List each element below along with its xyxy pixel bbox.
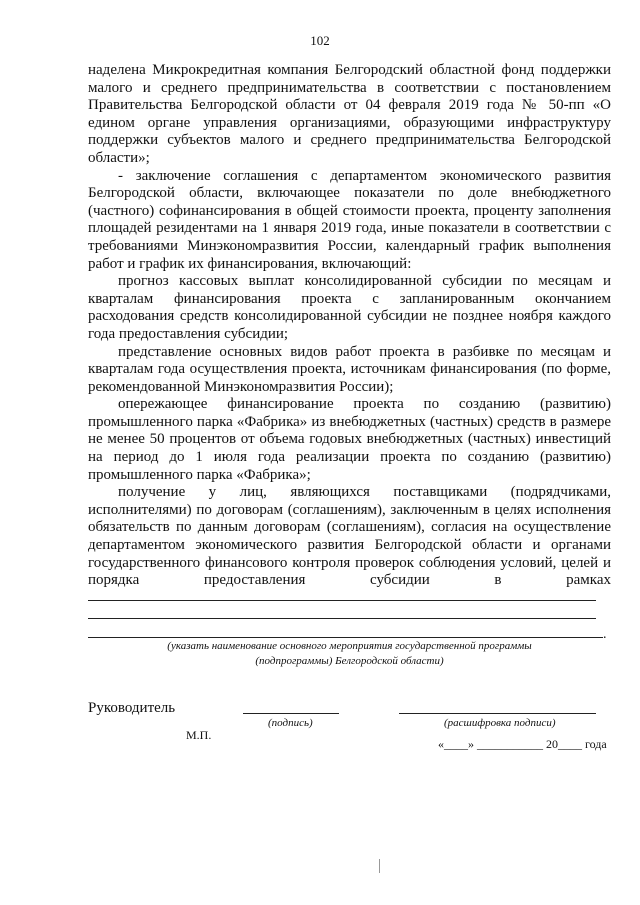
blank-line-1	[88, 600, 596, 601]
paragraph-agreement: - заключение соглашения с департаментом экономического развития Белгородской области, включающее показатели по доле внебюджетного (частного) софинансирования в общей стоимости проекта, проценту заполнения площадей резидентами на 1 января 2019 года, иные показатели в соответствии с требованиями Минэкономразвития России, календарный график выполнения работ и график их финансирования, включающий:	[88, 167, 611, 272]
paragraph-advance-financing: опережающее финансирование проекта по созданию (развитию) промышленного парка «Фабрика» из внебюджетных (частных) средств в размере не менее 50 процентов от объема годовых внебюджетных (частных) инвестиций на период до 1 июля года реализации проекта по созданию (развитию) промышленного парка «Фабрика»;	[88, 396, 611, 483]
scan-artifact	[379, 859, 380, 873]
signature-decoding-caption: (расшифровка подписи)	[444, 717, 556, 729]
blank-caption-line-1: (указать наименование основного мероприятия государственной программы	[167, 640, 532, 652]
blank-line-3	[88, 637, 603, 638]
signature-line	[243, 713, 339, 714]
page-number: 102	[310, 33, 330, 48]
paragraph-work-plan: представление основных видов работ проекта в разбивке по месяцам и кварталам года осуществления проекта, источникам финансирования (по форме, рекомендованной Минэкономразвития России);	[88, 343, 611, 395]
paragraph-continuation: наделена Микрокредитная компания Белгородский областной фонд поддержки малого и среднего предпринимательства в соответствии с постановлением Правительства Белгородской области от 04 февраля 2019 года № 50-пп «О едином органе управления организациями, образующими инфраструктуру поддержки субъектов малого и среднего предпринимательства Белгородской области»;	[88, 62, 611, 166]
blank-caption-line-2: (подпрограммы) Белгородской области)	[255, 655, 444, 667]
signature-decoding-line	[399, 713, 596, 714]
paragraph-forecast: прогноз кассовых выплат консолидированной субсидии по месяцам и кварталам финансирования проекта с запланированным окончанием расходования средств консолидированной субсидии не позднее ноября каждого года предоставления субсидии;	[88, 273, 611, 342]
head-label: Руководитель	[88, 700, 176, 716]
blank-end-mark: .	[603, 627, 607, 642]
stamp-label: М.П.	[186, 728, 212, 742]
date-line: «____» ___________ 20____ года	[438, 737, 607, 751]
paragraph-supplier-consent: получение у лиц, являющихся поставщиками (подрядчиками, исполнителями) по договорам (соглашениям), заключенным в целях исполнения обязательств по данным договорам (соглашениям), согласия на осуществление департаментом экономического развития Белгородской области и органами государственного финансового контроля проверок соблюдения условий, целей и порядка предоставления субсидии в рамках	[88, 484, 611, 589]
blank-caption	[88, 639, 611, 669]
signature-caption: (подпись)	[268, 717, 313, 729]
blank-line-2	[88, 618, 596, 619]
document-body	[88, 62, 611, 590]
